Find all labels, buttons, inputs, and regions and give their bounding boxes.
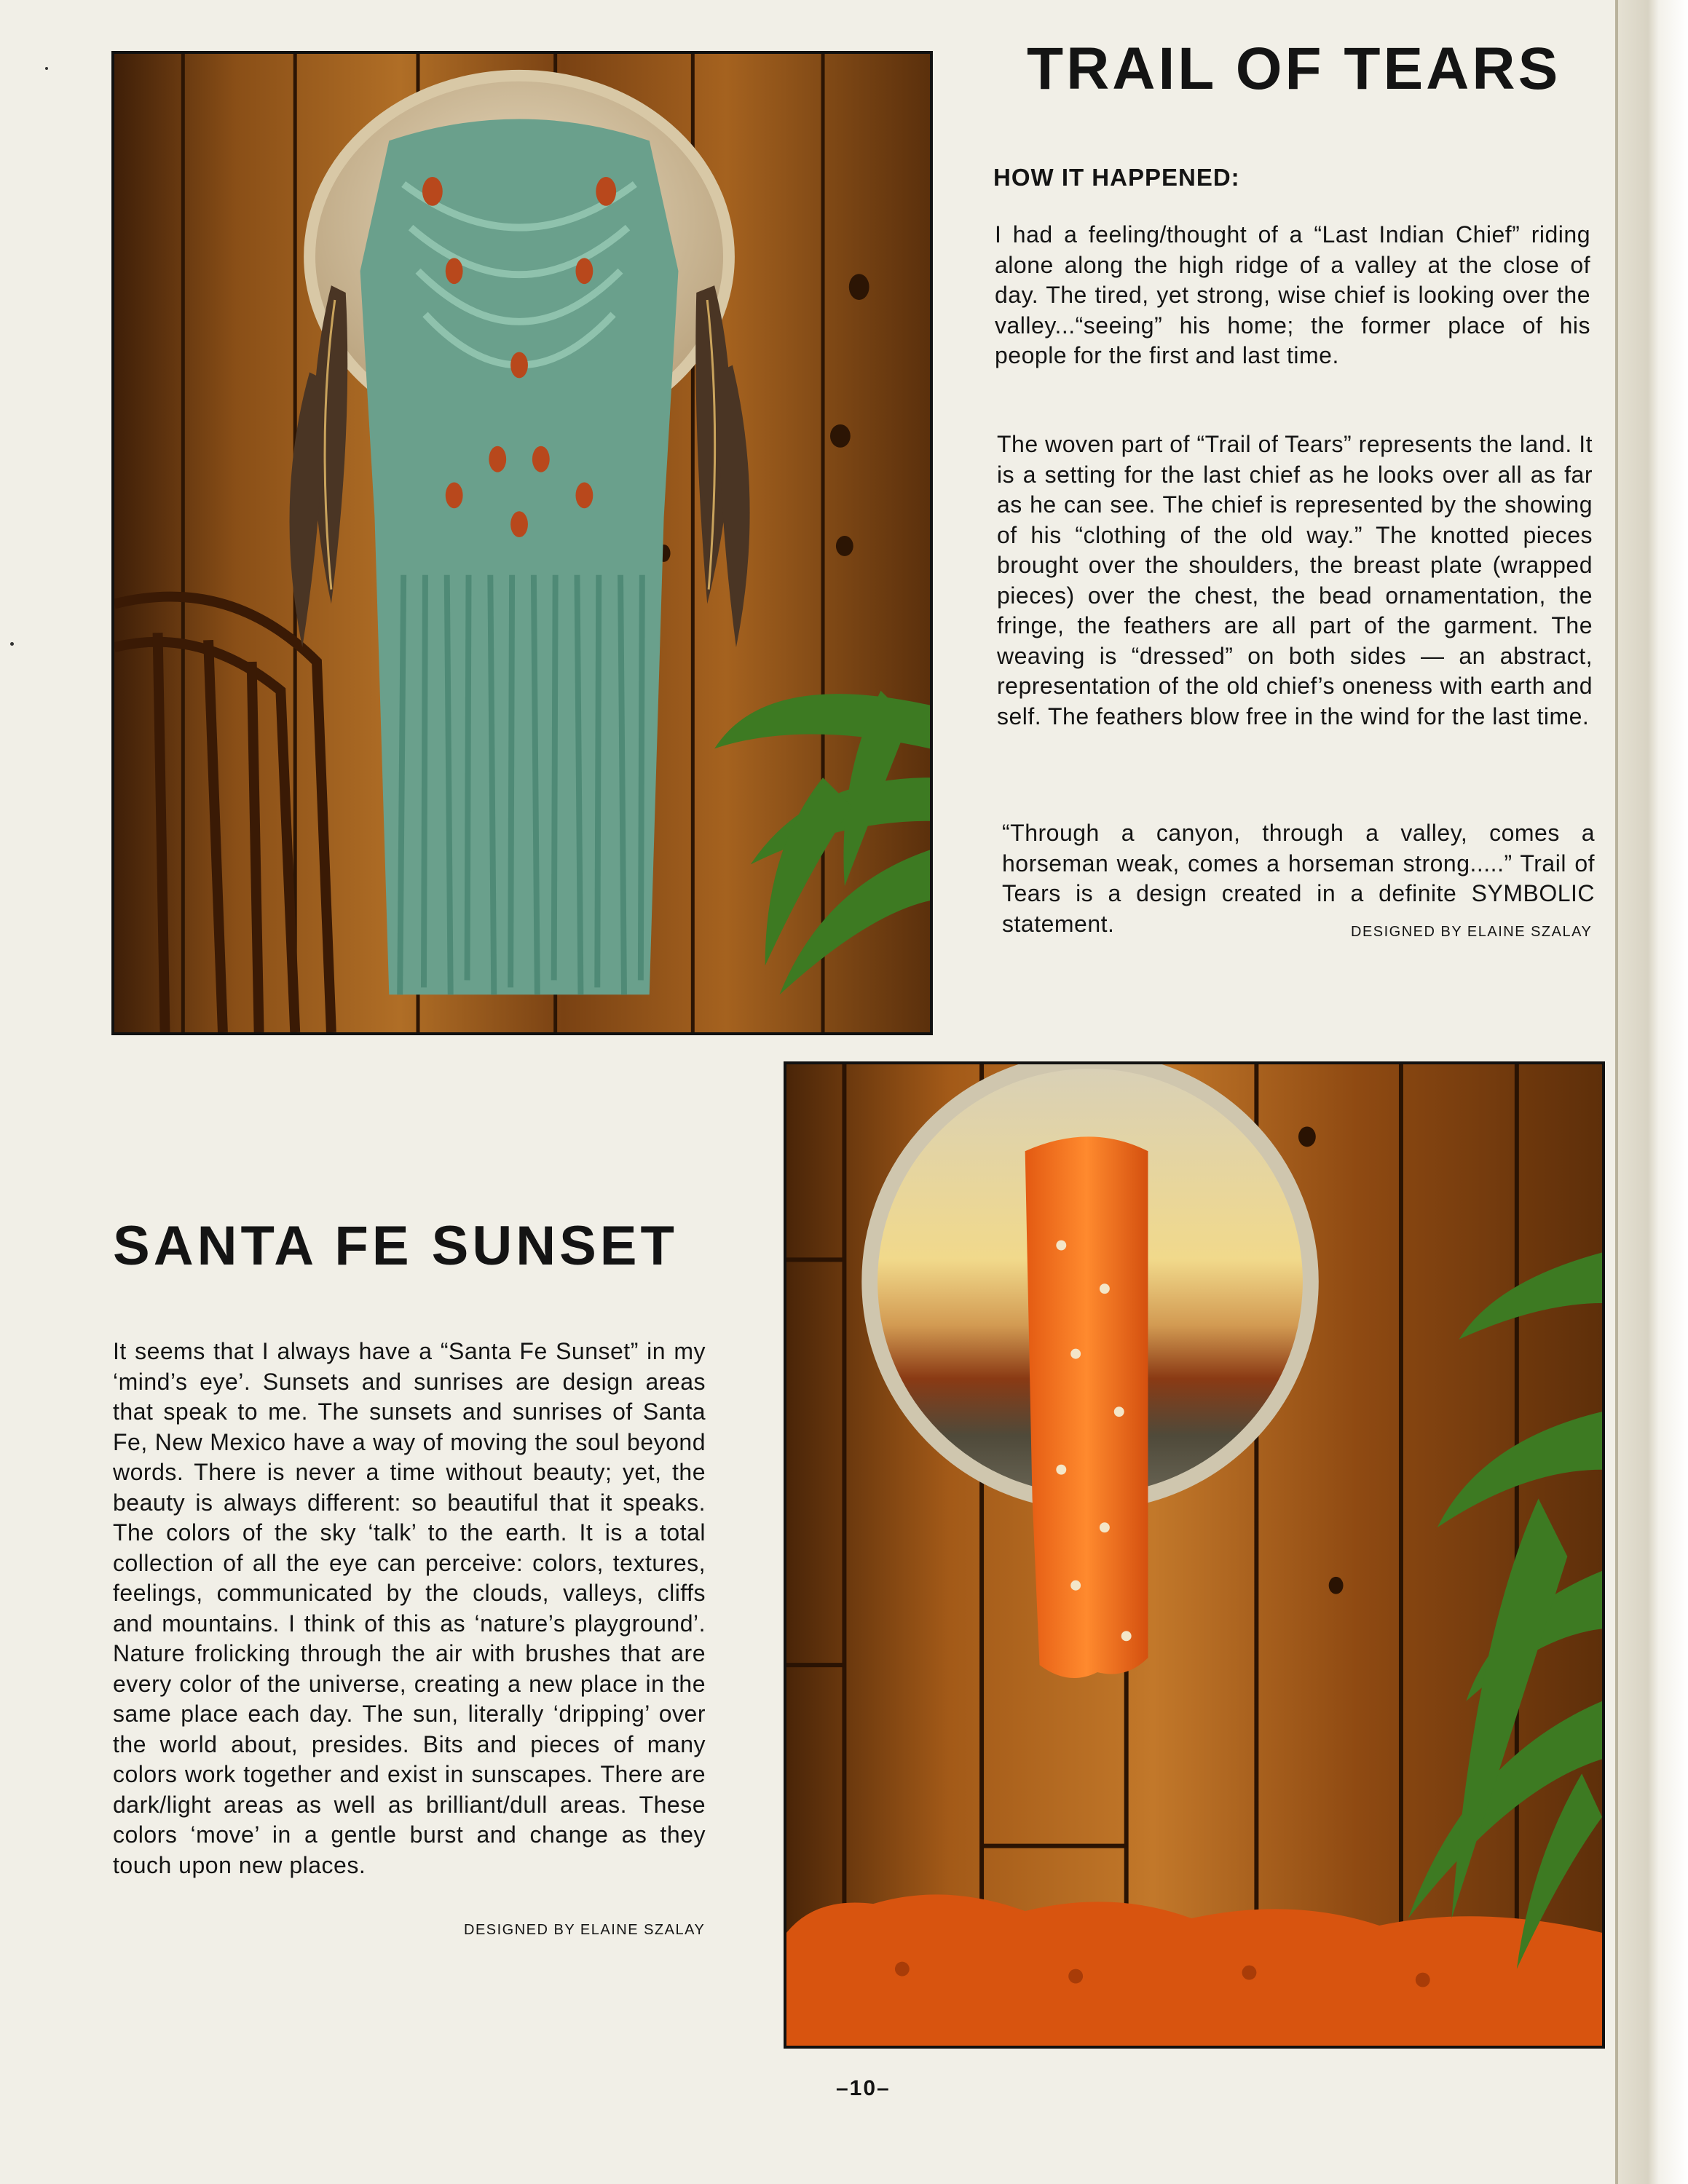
page-number: –10–	[836, 2076, 891, 2100]
paper-speck	[45, 67, 48, 70]
trail-paragraph-2: The woven part of “Trail of Tears” represents the land. It is a setting for the last chief as he looks over all as far as he can see. The chief is represented by the showing of his “clothing of the old way.” The knotted pieces brought over the shoulders, the breast plate (wrapped pieces) over the chest, the bead ornamentation, the fringe, the feathers are all part of the garment. The weaving is “dressed” on both sides — an abstract, representation of the old chief’s oneness with earth and self. The feathers blow free in the wind for the last time.	[997, 431, 1593, 729]
santa-fe-paragraph: It seems that I always have a “Santa Fe Sunset” in my ‘mind’s eye’. Sunsets and sunrises are design areas that speak to me. The sunsets and sunrises of Santa Fe, New Mexico have a way of moving the soul beyond words. There is never a time without beauty; yet, the beauty is always different: so beautiful that it speaks. The colors of the sky ‘talk’ to the earth. It is a total collection of all the eye can perceive: colors, textures, feelings, communicated by the clouds, valleys, cliffs and mountains. I think of this as ‘nature’s playground’. Nature frolicking through the air with brushes that are every color of the universe, creating a new place in the same place each day. The sun, literally ‘dripping’ over the world about, presides. Bits and pieces of many colors work together and exist in sunscapes. There are dark/light areas as well as brilliant/dull areas. These colors ‘move’ in a gentle burst and change as they touch upon new places.	[113, 1338, 706, 1878]
santa-fe-sunset-photo	[784, 1061, 1605, 2049]
santa-fe-designer-credit: DESIGNED BY ELAINE SZALAY	[464, 1922, 706, 1938]
santa-fe-sunset-title: SANTA FE SUNSET	[113, 1215, 678, 1277]
trail-of-tears-photo	[111, 51, 933, 1035]
how-it-happened-subheading: HOW IT HAPPENED:	[993, 164, 1240, 191]
trail-of-tears-title: TRAIL OF TEARS	[1027, 36, 1561, 102]
trail-paragraph-1: I had a feeling/thought of a “Last Indian Chief” riding alone along the high ridge of a valley at the close of day. The tired, yet strong, wise chief is looking over the valley...“seeing” his home; the former place of his people for the first and last time.	[995, 221, 1590, 368]
trail-designer-credit: DESIGNED BY ELAINE SZALAY	[1351, 924, 1593, 940]
paper-speck	[10, 642, 14, 646]
page-binding-edge	[1615, 0, 1688, 2184]
trail-paragraph-3: “Through a canyon, through a valley, comes a horseman weak, comes a horseman strong.....” Trail of Tears is a design created in a definite SYMBOLIC statement.	[1002, 820, 1595, 937]
